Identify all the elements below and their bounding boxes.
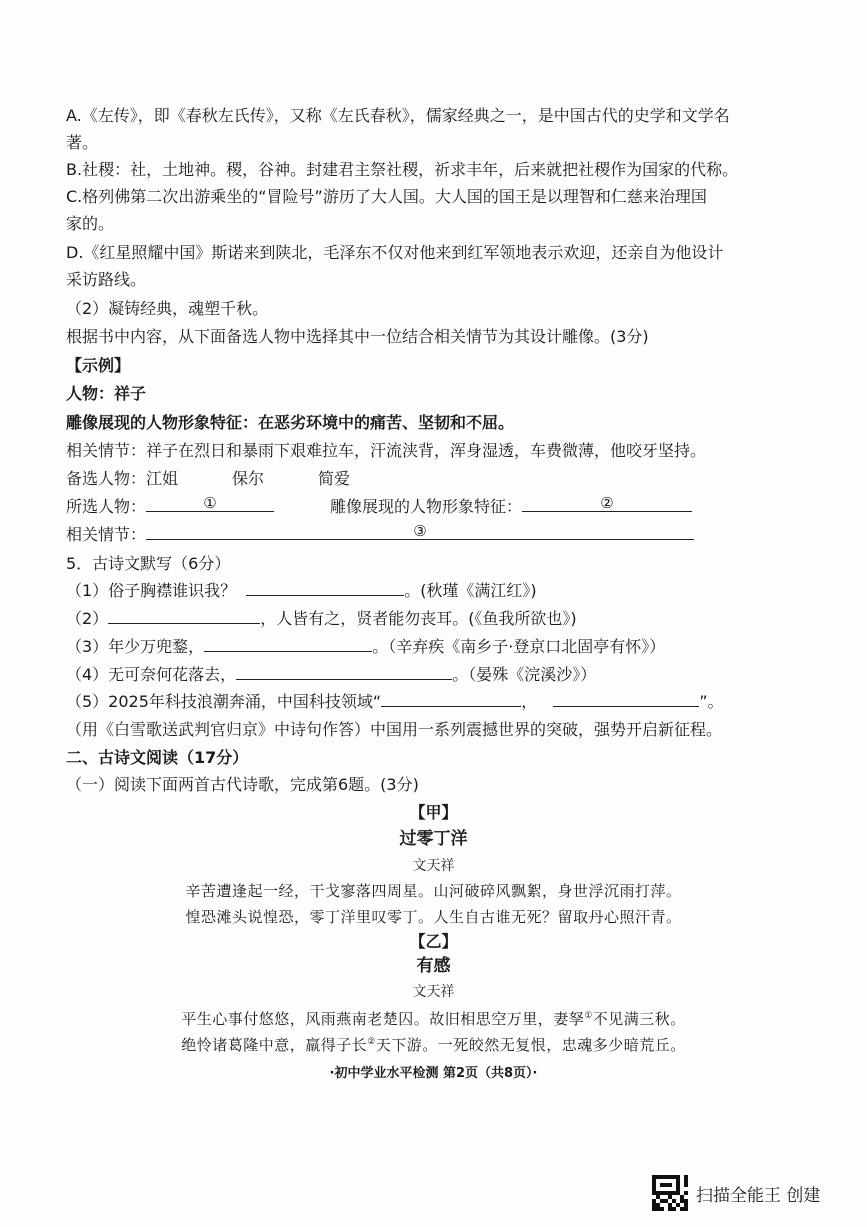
poem-a-author: 文天祥: [412, 858, 455, 874]
q5-3-pre: （3）年少万兜鍪，: [66, 637, 205, 656]
candidate-1: 江姐: [146, 469, 179, 488]
blank-3[interactable]: [146, 522, 694, 540]
poem-b-line-2: [0, 1032, 867, 1055]
candidates-row: [66, 469, 350, 489]
q5-blank-1[interactable]: [246, 581, 404, 596]
qr-code-icon: [652, 1175, 688, 1211]
option-a: A.《左传》，即《春秋左氏传》，又称《左氏春秋》，儒家经典之一，是中国古代的史学和文学名: [66, 106, 730, 125]
q5-5-pre: （5）2025年科技浪潮奔涌，中国科技领域“: [66, 692, 382, 711]
q4-2-heading: （2）凝铸经典，魂塑千秋。: [66, 299, 269, 318]
q5-4-post: 。（晏殊《浣溪沙》）: [452, 665, 597, 684]
option-d-cont: 采访路线。: [66, 270, 147, 289]
option-c: C.格列佛第二次出游乘坐的“冒险号”游历了大人国。大人国的国王是以理智和仁慈来治理国: [66, 187, 707, 206]
q5-5-post: ”。: [699, 692, 724, 711]
q4-2-instruction: 根据书中内容，从下面备选人物中选择其中一位结合相关情节为其设计雕像。(3分): [66, 327, 649, 346]
blank-1[interactable]: [146, 494, 274, 512]
q5-1-pre: （1）俗子胸襟谁识我？: [66, 581, 237, 600]
q5-1-post: 。(秋瑾《满江红》): [404, 581, 537, 600]
blank-1-number: ①: [203, 494, 217, 512]
q5-5-mid: ，: [521, 692, 538, 711]
option-d: D.《红星照耀中国》斯诺来到陕北，毛泽东不仅对他来到红军领地表示欢迎，还亲自为他设计: [66, 243, 724, 262]
trait-fill-label: 雕像展现的人物形象特征：: [330, 497, 523, 516]
candidate-2: 保尔: [232, 469, 265, 488]
poem-b-line-1a: 平生心事付悠悠，风雨燕南老楚囚。故旧相思空万里，妻孥: [181, 1010, 585, 1028]
example-trait-text: 雕像展现的人物形象特征：在恶劣环境中的痛苦、坚韧和不屈。: [66, 413, 515, 432]
poem-b-line-1b: 不见满三秋。: [592, 1010, 686, 1028]
poem-b-tag: 【乙】: [409, 932, 458, 951]
poem-a-tag: 【甲】: [409, 803, 458, 822]
plot-fill-label: 相关情节：: [66, 525, 147, 544]
q5-blank-4[interactable]: [236, 665, 452, 680]
q5-3-post: 。（辛弃疾《南乡子·登京口北固亭有怀》）: [372, 637, 666, 656]
poem-a-line-2: 惶恐滩头说惶恐，零丁洋里叹零丁。人生自古谁无死？留取丹心照汗青。: [185, 908, 682, 926]
q5-line-3: [66, 637, 665, 657]
example-person: 人物：祥子: [66, 384, 147, 403]
q5-blank-5a[interactable]: [381, 692, 521, 707]
page-footer: ·初中学业水平检测 第2页（共8页）·: [329, 1066, 538, 1081]
poem-b-title: 有感: [416, 956, 451, 976]
scanner-watermark: [652, 1175, 820, 1211]
example-plot: 相关情节：祥子在烈日和暴雨下艰难拉车，汗流浃背，浑身湿透，车费微薄，他咬牙坚持。: [66, 441, 707, 460]
chosen-row: [66, 494, 692, 517]
footnote-2-marker: ②: [367, 1037, 376, 1047]
section2-heading: 二、古诗文阅读（17分）: [66, 748, 249, 767]
poem-b-line-2a: 绝怜诸葛隆中意，羸得子长: [181, 1036, 368, 1054]
option-a-cont: 著。: [66, 133, 99, 152]
option-c-cont: 家的。: [66, 214, 115, 233]
poem-b-line-2b: 天下游。一死皎然无复恨，忠魂多少暗荒丘。: [375, 1036, 686, 1054]
section2-sub: （一）阅读下面两首古代诗歌，完成第6题。(3分): [66, 775, 419, 794]
q5-line-5: [66, 692, 724, 712]
q5-2-post: ，人皆有之，贤者能勿丧耳。(《鱼我所欲也》): [260, 609, 577, 628]
blank-2[interactable]: [522, 494, 692, 512]
q5-4-pre: （4）无可奈何花落去，: [66, 665, 237, 684]
footnote-1-marker: ①: [584, 1011, 593, 1021]
poem-a-line-1: 辛苦遭逢起一经，干戈寥落四周星。山河破碎风飘絮，身世浮沉雨打萍。: [185, 882, 682, 900]
candidates-label: 备选人物：: [66, 469, 147, 488]
q5-line-2: [66, 609, 577, 629]
watermark-text: 扫描全能王 创建: [696, 1185, 821, 1206]
q5-line-4: [66, 665, 596, 685]
q5-2-pre: （2）: [66, 609, 109, 628]
poem-b-line-1: [0, 1006, 867, 1029]
q5-line-6: （用《白雪歌送武判官归京》中诗句作答）中国用一系列震撼世界的突破，强势开启新征程。: [66, 720, 723, 739]
q5-blank-5b[interactable]: [553, 692, 699, 707]
q5-heading: 5．古诗文默写（6分）: [66, 554, 231, 573]
q5-blank-3[interactable]: [204, 637, 372, 652]
chosen-label: 所选人物：: [66, 497, 147, 516]
example-label: 【示例】: [66, 356, 131, 375]
q5-blank-2[interactable]: [108, 609, 260, 624]
plot-fill-row: [66, 522, 694, 545]
blank-2-number: ②: [600, 494, 614, 512]
option-b: B.社稷：社，土地神。稷，谷神。封建君主祭社稷，祈求丰年，后来就把社稷作为国家的代称。: [66, 160, 739, 179]
q5-line-1: [66, 581, 537, 601]
poem-b-author: 文天祥: [412, 984, 455, 1000]
example-trait: [66, 413, 514, 433]
candidate-3: 简爱: [318, 469, 351, 488]
poem-a-title: 过零丁洋: [399, 829, 468, 849]
blank-3-number: ③: [413, 522, 427, 540]
